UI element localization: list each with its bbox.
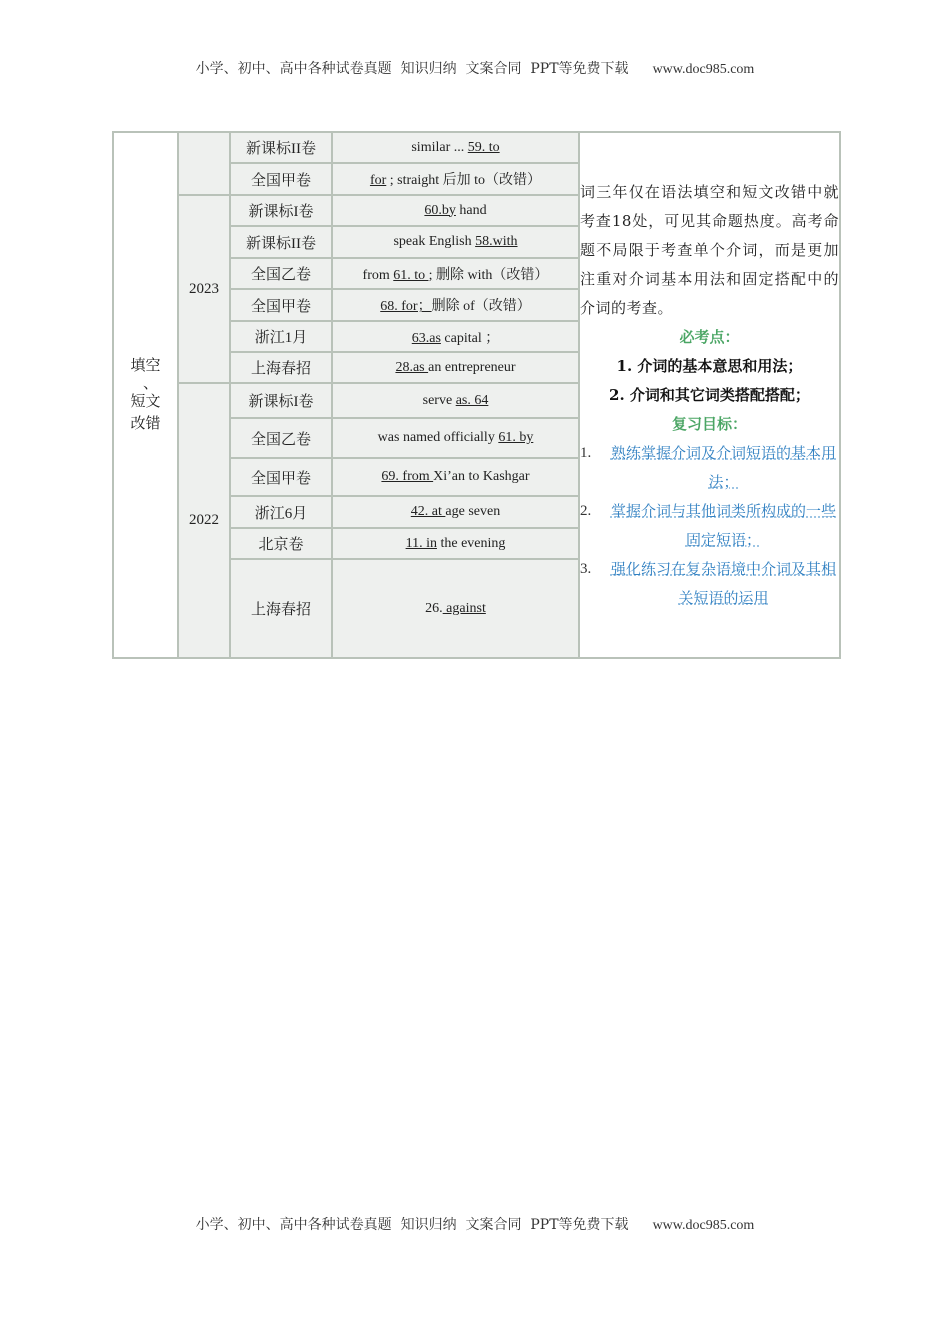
must-title: 必考点：	[679, 327, 740, 346]
category-line2: 、	[142, 376, 158, 392]
row-example: was named officially 61. by	[332, 418, 579, 458]
category-line3: 短文	[130, 394, 161, 410]
answer: 69. from	[381, 469, 434, 484]
answer: 60.by	[424, 202, 456, 218]
answer: 11. in	[405, 535, 437, 551]
row-example: 69. from Xi’an to Kashgar	[332, 458, 579, 496]
row-source: 全国甲卷	[230, 458, 332, 496]
row-example: similar ... 59. to	[332, 132, 579, 163]
category-cell	[113, 132, 178, 658]
page-footer	[0, 1214, 950, 1234]
row-source: 新课标I卷	[230, 383, 332, 418]
year-2023: 2023	[178, 195, 230, 383]
row-example: for ; straight 后加 to（改错）	[332, 163, 579, 195]
row-source: 全国甲卷	[230, 163, 332, 195]
must-point-1: 1. 介词的基本意思和用法；	[616, 356, 803, 375]
row-example: 42. at age seven	[332, 496, 579, 528]
answer: 63.as	[411, 330, 441, 346]
goal-item: 2. 掌握介词与其他词类所构成的一些固定短语；	[580, 501, 836, 549]
row-source: 新课标II卷	[230, 226, 332, 258]
row-source: 全国甲卷	[230, 289, 332, 321]
row-example: serve as. 64	[332, 383, 579, 418]
year-2022: 2022	[178, 383, 230, 658]
category-line4: 改错	[130, 416, 161, 432]
year-cell-blank	[178, 132, 230, 195]
answer: 61. by	[498, 430, 534, 445]
notes-intro: 词三年仅在语法填空和短文改错中就考查18处，可见其命题热度。高考命题不局限于考查单个介词，而是更加注重对介词基本用法和固定搭配中的介词的考查。	[580, 182, 839, 317]
goals-title: 复习目标：	[671, 414, 747, 433]
header-text: 小学、初中、高中各种试卷真题 知识归纳 文案合同 PPT等免费下载	[195, 61, 629, 77]
answer: 68. for；	[380, 299, 432, 314]
goal-item: 3. 强化练习在复杂语境中介词及其相关短语的运用	[580, 559, 836, 607]
answer: against	[442, 600, 486, 616]
row-source: 新课标II卷	[230, 132, 332, 163]
answer: 61. to ;	[393, 267, 433, 283]
row-source: 北京卷	[230, 528, 332, 559]
exam-table	[112, 131, 841, 659]
row-example: 68. for；删除 of（改错）	[332, 289, 579, 321]
footer-site: www.doc985.com	[652, 1218, 755, 1233]
row-example: 11. in the evening	[332, 528, 579, 559]
row-source: 上海春招	[230, 352, 332, 383]
answer: as. 64	[455, 392, 489, 408]
goal-item: 1. 熟练掌握介词及介词短语的基本用法；	[580, 443, 836, 491]
row-source: 上海春招	[230, 559, 332, 658]
answer: for	[369, 173, 387, 188]
row-example: from 61. to ; 删除 with（改错）	[332, 258, 579, 289]
answer: 28.as	[395, 359, 429, 375]
row-source: 全国乙卷	[230, 418, 332, 458]
category-line1: 填空	[130, 358, 161, 374]
page-header	[0, 58, 950, 78]
row-source: 全国乙卷	[230, 258, 332, 289]
answer: 59. to	[467, 139, 500, 155]
row-example: 26. against	[332, 559, 579, 658]
goals-list	[580, 439, 839, 613]
row-example: 63.as capital ；	[332, 321, 579, 352]
answer: 42. at	[410, 504, 446, 519]
answer: 58.with	[475, 234, 518, 249]
header-site: www.doc985.com	[652, 62, 755, 77]
notes-cell	[579, 132, 840, 658]
row-example: 60.by hand	[332, 195, 579, 226]
row-source: 浙江6月	[230, 496, 332, 528]
footer-text: 小学、初中、高中各种试卷真题 知识归纳 文案合同 PPT等免费下载	[195, 1217, 629, 1233]
must-point-2: 2. 介词和其它词类搭配搭配；	[609, 385, 810, 404]
row-example: speak English 58.with	[332, 226, 579, 258]
row-example: 28.as an entrepreneur	[332, 352, 579, 383]
row-source: 新课标I卷	[230, 195, 332, 226]
row-source: 浙江1月	[230, 321, 332, 352]
